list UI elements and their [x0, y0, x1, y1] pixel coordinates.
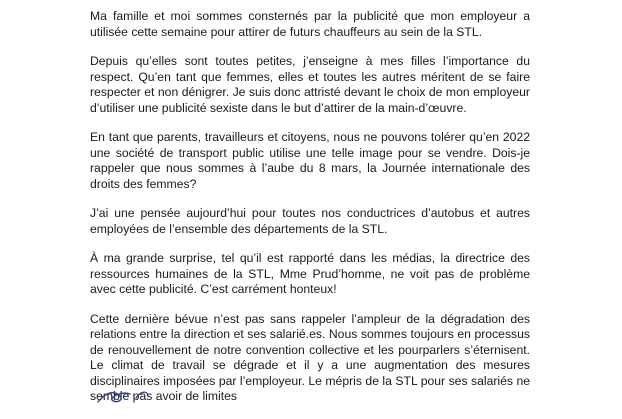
paragraph-3: En tant que parents, travailleurs et citoyens, nous ne pouvons tolérer qu’en 2022 une société de transport public utilise une telle image pour se vendre. Dois-je rappeler que nous sommes à l’aube du 8 mars, la Journée internationale des droits des femmes?: [90, 130, 530, 191]
paragraph-5: À ma grande surprise, tel qu’il est rapporté dans les médias, la directrice des ressources humaines de la STL, Mme Prud’homme, ne voit pas de problème avec cette publicité. C’est carrément honteux!: [90, 251, 530, 296]
paragraph-4: J’ai une pensée aujourd’hui pour toutes nos conductrices d’autobus et autres employées de l’ensemble des départements de la STL.: [90, 206, 530, 236]
letter-body: [90, 9, 530, 419]
paragraph-1: Ma famille et moi sommes consternés par la publicité que mon employeur a utilisée cette semaine pour attirer de futurs chauffeurs au sein de la STL.: [90, 9, 530, 39]
signature-mark: [96, 386, 166, 406]
paragraph-6: Cette dernière bévue n’est pas sans rappeler l’ampleur de la dégradation des relations entre la direction et ses salarié.es. Nous sommes toujours en processus de renouvellement de notre convention collective et les pourparlers s’éternisent. Le climat de travail se dégrade et il y a une augmentation des mesures disciplinaires imposées par l’employeur. Le mépris de la STL pour ses salariés ne semble pas avoir de limites: [90, 311, 530, 403]
paragraph-2: Depuis qu’elles sont toutes petites, j’enseigne à mes filles l’importance du respect. Qu’en tant que femmes, elles et toutes les autres méritent de se faire respecter et non dénigrer. Je suis donc attristé devant le choix de mon employeur d’utiliser une publicité sexiste dans le but d’attirer de la main-d’œuvre.: [90, 54, 530, 115]
